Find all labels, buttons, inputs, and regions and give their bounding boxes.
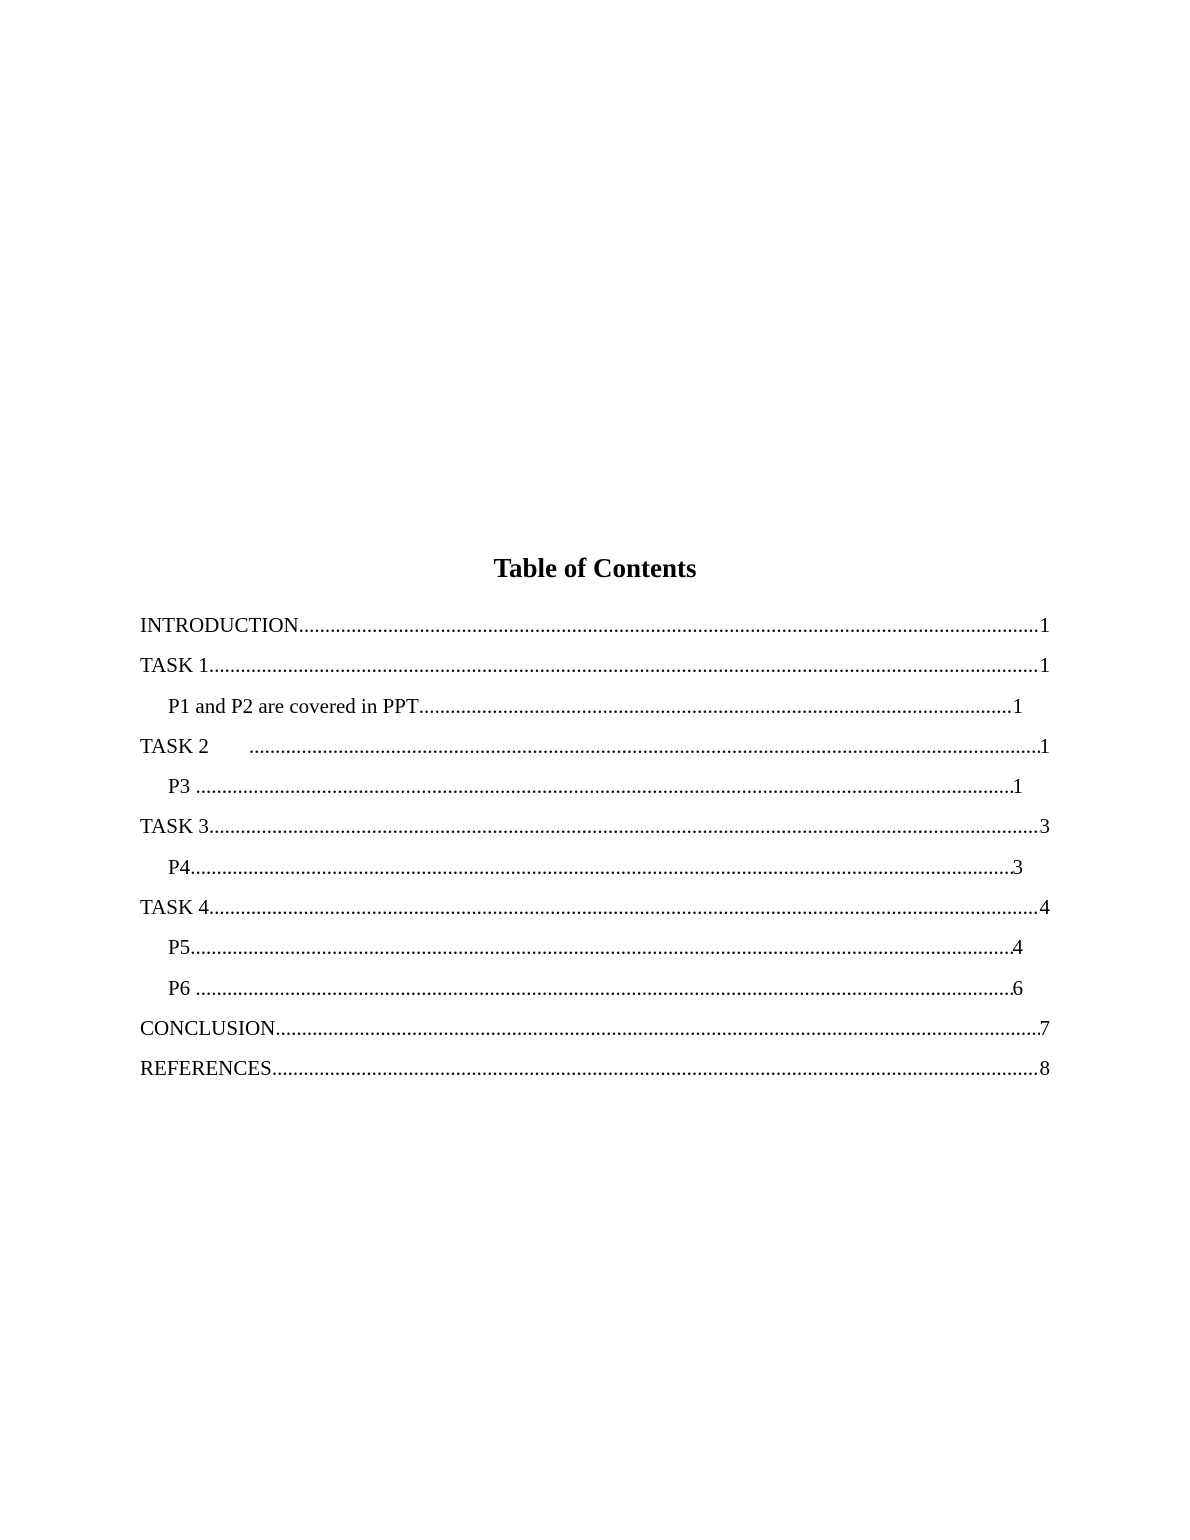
toc-dot-leader [249,729,1040,763]
toc-page-number: 1 [1039,653,1050,678]
toc-entry-label: P3 [168,774,196,799]
toc-entry-introduction[interactable] [140,608,1050,648]
toc-page-number: 4 [1039,895,1050,920]
toc-entry-task-1[interactable] [140,648,1050,688]
toc-dot-leader [195,769,1012,803]
toc-dot-leader [209,890,1040,924]
toc-dot-leader [272,1051,1040,1085]
toc-entry-label: INTRODUCTION [140,613,299,637]
toc-page-number: 8 [1039,1056,1050,1081]
toc-entry-conclusion[interactable] [140,1011,1050,1051]
toc-page-number: 1 [1012,693,1023,718]
toc-entry-task-4[interactable] [140,890,1050,930]
toc-entry-references[interactable] [140,1051,1050,1091]
toc-page-number: 6 [1012,975,1023,1000]
toc-entry-label: TASK 1 [140,653,209,678]
toc-entry-p5[interactable] [168,930,1023,970]
toc-entry-label: P4 [168,854,191,879]
toc-entry-p4[interactable] [168,850,1023,890]
toc-dot-leader [299,608,1040,642]
toc-entry-label: TASK 4 [140,895,209,920]
toc-entry-p1-p2[interactable] [168,689,1023,729]
toc-entry-label: P6 [168,975,196,1000]
toc-entry-label: TASK 3 [140,814,209,839]
toc-entry-task-2[interactable] [140,729,1050,769]
toc-entry-label: CONCLUSION [140,1015,276,1040]
toc-entry-label: TASK 2 [140,733,209,758]
toc-entry-label: P1 and P2 are covered in PPT [168,693,419,718]
toc-entry-p6[interactable] [168,971,1023,1011]
toc-dot-leader [195,971,1012,1005]
toc-page-number: 7 [1039,1015,1050,1040]
toc-dot-leader [190,850,1012,884]
toc-dot-leader [419,689,1013,723]
toc-page-number: 4 [1012,935,1023,960]
toc-dot-leader [209,809,1040,843]
toc-entry-label: REFERENCES [140,1056,272,1081]
toc-page-number: 1 [1012,774,1023,799]
toc-page-number: 1 [1039,613,1050,637]
toc-entry-task-3[interactable] [140,809,1050,849]
toc-page-number: 1 [1039,733,1050,758]
toc-entry-label: P5 [168,935,191,960]
toc-dot-leader [275,1011,1039,1045]
toc-dot-leader [209,648,1040,682]
table-of-contents [0,608,1190,1092]
toc-page-number: 3 [1012,854,1023,879]
toc-dot-leader [190,930,1012,964]
toc-entry-p3[interactable] [168,769,1023,809]
toc-page-number: 3 [1039,814,1050,839]
toc-title: Table of Contents [493,553,697,583]
